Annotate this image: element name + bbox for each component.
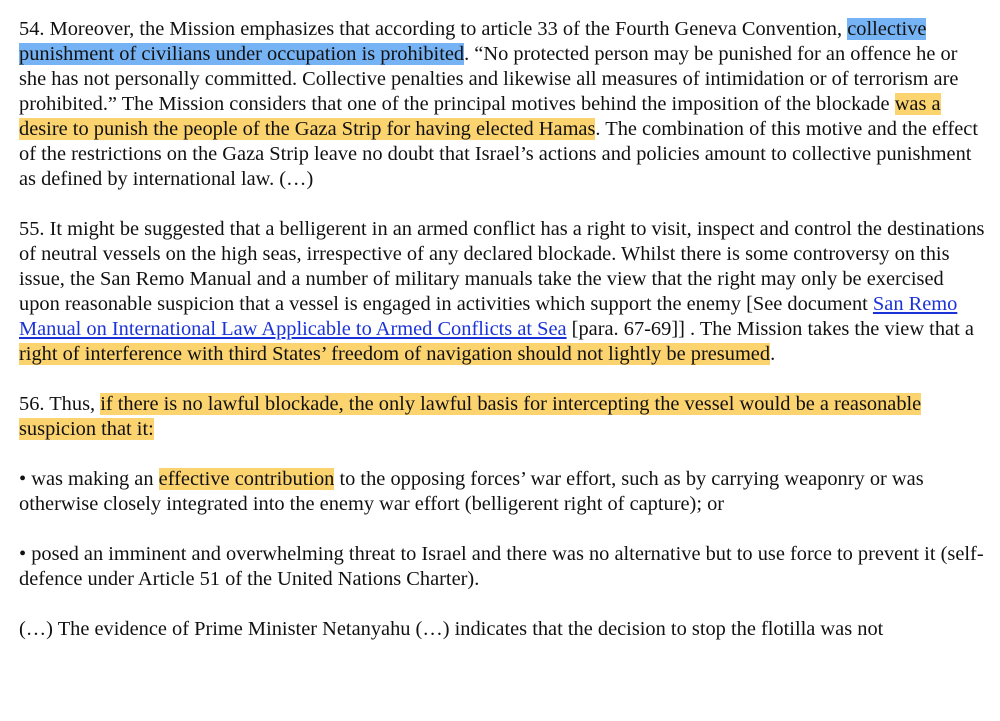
bullet-item-imminent-threat [19,542,985,592]
paragraph-final-text: (…) The evidence of Prime Minister Netanyahu (…) indicates that the decision to stop the flotilla was not [19,618,884,640]
paragraph-54-text-2: . “No protected person may be punished for an offence he or she has not personally committed. Collective penalties and likewise all measures of intimidation or of terrorism are prohibited.” The Mission considers that one of the principal motives behind the imposition of the blockade [19,43,959,115]
paragraph-55-text-2: [para. 67-69]] . The Mission takes the view that a [566,318,974,340]
san-remo-manual-link[interactable]: San Remo Manual on International Law Applicable to Armed Conflicts at Sea [19,293,958,340]
bullet-2-text-1: • posed an imminent and overwhelming threat to Israel and there was no alternative but to use force to prevent it (self-defence under Article 51 of the United Nations Charter). [19,543,984,590]
yellow-highlight-effective-contribution[interactable]: effective contribution [158,468,335,490]
paragraph-56 [19,392,985,442]
yellow-highlight-right-of-interference[interactable]: right of interference with third States’ freedom of navigation should not lightly be presumed [19,343,771,365]
yellow-highlight-punish-gaza[interactable]: was a desire to punish the people of the Gaza Strip for having elected Hamas [19,93,941,140]
paragraph-54 [19,17,985,192]
bullet-1-text-1: • was making an [19,468,159,490]
paragraph-final [19,617,985,642]
paragraph-54-text-1: 54. Moreover, the Mission emphasizes that according to article 33 of the Fourth Geneva Convention, [19,18,848,40]
yellow-highlight-lawful-basis[interactable]: if there is no lawful blockade, the only lawful basis for intercepting the vessel would be a reasonable suspicion that it: [19,393,922,440]
paragraph-56-text-1: 56. Thus, [19,393,101,415]
blue-highlight-collective-punishment[interactable]: collective punishment of civilians under occupation is prohibited [19,18,927,65]
paragraph-55-text-1: 55. It might be suggested that a belligerent in an armed conflict has a right to visit, inspect and control the destinations of neutral vessels on the high seas, irrespective of any declared blockade. Whilst there is some controversy on this issue, the San Remo Manual and a number of military manuals take the view that the right may only be exercised upon reasonable suspicion that a vessel is engaged in activities which support the enemy [See document [19,218,985,315]
bullet-item-effective-contribution [19,467,985,517]
paragraph-54-text-3: . The combination of this motive and the effect of the restrictions on the Gaza Strip leave no doubt that Israel’s actions and policies amount to collective punishment as defined by international law. (…) [19,118,979,190]
paragraph-55 [19,217,985,367]
paragraph-55-text-3: . [770,343,776,365]
bullet-1-text-2: to the opposing forces’ war effort, such as by carrying weaponry or was otherwise closely integrated into the enemy war effort (belligerent right of capture); or [19,468,924,515]
document-excerpt [19,17,985,667]
